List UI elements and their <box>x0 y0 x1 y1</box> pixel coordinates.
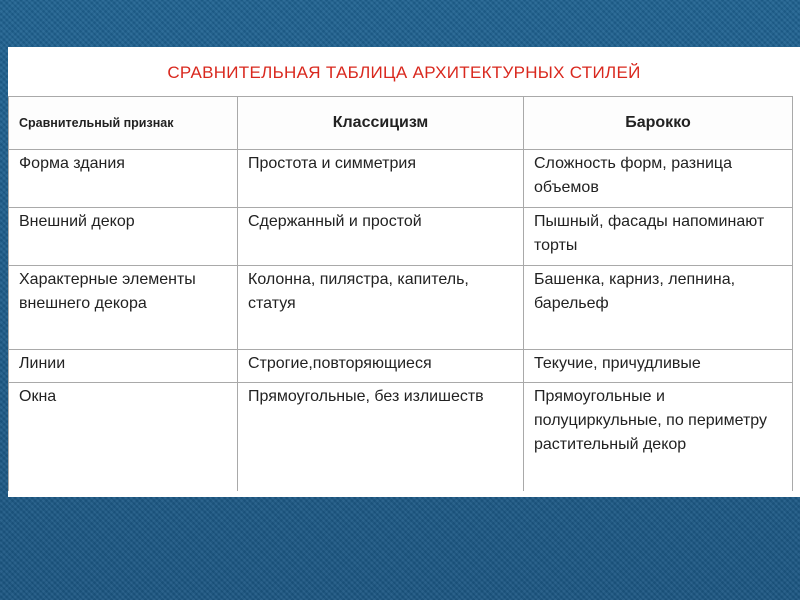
table-row <box>9 266 793 350</box>
cell-feature: Внешний декор <box>9 208 238 266</box>
cell-feature: Окна <box>9 383 238 492</box>
cell-feature: Форма здания <box>9 150 238 208</box>
slide-title: СРАВНИТЕЛЬНАЯ ТАБЛИЦА АРХИТЕКТУРНЫХ СТИЛЕЙ <box>167 63 641 82</box>
cell-baroque: Прямоугольные и полуциркульные, по периметру растительный декор <box>524 383 793 492</box>
comparison-table <box>8 96 793 491</box>
table-row <box>9 208 793 266</box>
cell-baroque: Текучие, причудливые <box>524 350 793 383</box>
header-classicism: Классицизм <box>238 97 524 150</box>
table-row <box>9 150 793 208</box>
cell-baroque: Башенка, карниз, лепнина, барельеф <box>524 266 793 350</box>
table-header-row <box>9 97 793 150</box>
cell-classicism: Прямоугольные, без излишеств <box>238 383 524 492</box>
cell-feature: Характерные элементы внешнего декора <box>9 266 238 350</box>
table-row <box>9 350 793 383</box>
cell-classicism: Простота и симметрия <box>238 150 524 208</box>
cell-classicism: Колонна, пилястра, капитель, статуя <box>238 266 524 350</box>
slide-content <box>8 47 800 497</box>
header-baroque: Барокко <box>524 97 793 150</box>
header-feature: Сравнительный признак <box>9 97 238 150</box>
cell-baroque: Пышный, фасады напоминают торты <box>524 208 793 266</box>
cell-classicism: Сдержанный и простой <box>238 208 524 266</box>
cell-classicism: Строгие,повторяющиеся <box>238 350 524 383</box>
cell-baroque: Сложность форм, разница объемов <box>524 150 793 208</box>
cell-feature: Линии <box>9 350 238 383</box>
table-row <box>9 383 793 492</box>
